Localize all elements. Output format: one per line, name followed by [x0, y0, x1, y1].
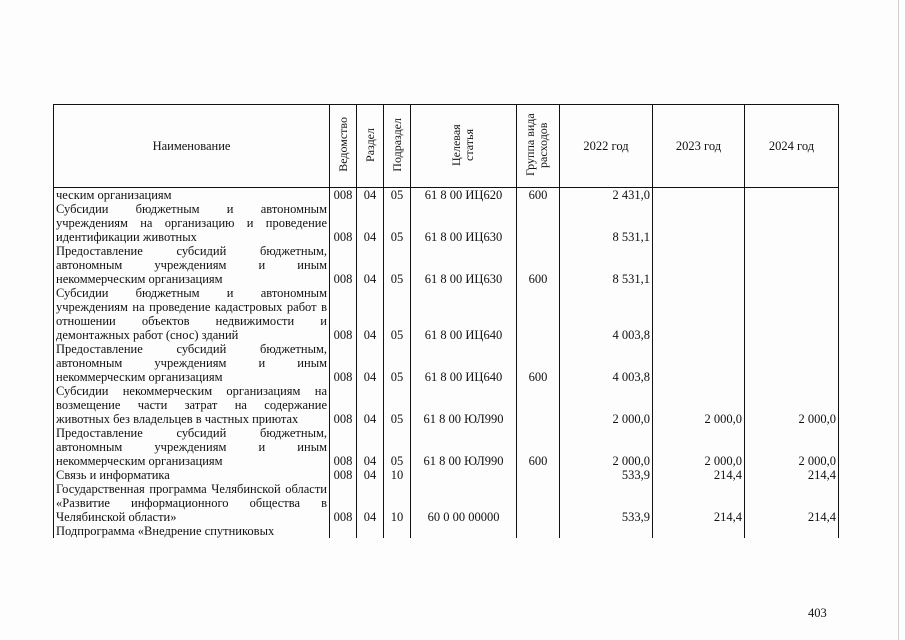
row-2022-value-cell: 8 531,1 — [560, 202, 653, 244]
row-2022-value-cell: 4 003,8 — [560, 342, 653, 384]
row-name-cell: Субсидии бюджетным и автономным учреждениям на организацию и проведение идентификации животных — [54, 202, 330, 244]
row-2023-value-cell: 214,4 — [653, 482, 745, 524]
row-name-cell: ческим организациям — [54, 188, 330, 203]
row-target-article-cell — [411, 468, 517, 482]
row-department-cell: 008 — [330, 202, 357, 244]
table-row — [54, 524, 839, 538]
row-department-cell: 008 — [330, 426, 357, 468]
row-target-article-cell — [411, 524, 517, 538]
table-row — [54, 342, 839, 384]
row-target-article-cell: 61 8 00 ИЦ630 — [411, 244, 517, 286]
row-expense-group-cell: 600 — [517, 342, 560, 384]
row-2023-value-cell — [653, 524, 745, 538]
row-expense-group-cell — [517, 384, 560, 426]
header-name: Наименование — [54, 105, 330, 188]
row-name-cell: Связь и информатика — [54, 468, 330, 482]
table-row — [54, 188, 839, 203]
row-2022-value-cell: 2 000,0 — [560, 426, 653, 468]
row-2022-value-cell: 4 003,8 — [560, 286, 653, 342]
row-2024-value-cell — [745, 202, 839, 244]
table-header-row — [54, 105, 839, 188]
header-year-2023: 2023 год — [653, 105, 745, 188]
row-section-cell: 04 — [357, 202, 384, 244]
header-expense-group: Группа вида расходов — [517, 105, 560, 188]
row-name-cell: Подпрограмма «Внедрение спутниковых — [54, 524, 330, 538]
row-target-article-cell: 61 8 00 ЮЛ990 — [411, 384, 517, 426]
row-2024-value-cell: 214,4 — [745, 482, 839, 524]
row-expense-group-cell: 600 — [517, 244, 560, 286]
row-2024-value-cell — [745, 524, 839, 538]
row-department-cell: 008 — [330, 384, 357, 426]
row-target-article-cell: 61 8 00 ЮЛ990 — [411, 426, 517, 468]
row-expense-group-cell: 600 — [517, 426, 560, 468]
row-2024-value-cell — [745, 286, 839, 342]
row-subsection-cell: 05 — [384, 202, 411, 244]
row-2022-value-cell: 2 431,0 — [560, 188, 653, 203]
row-2023-value-cell — [653, 342, 745, 384]
row-target-article-cell: 60 0 00 00000 — [411, 482, 517, 524]
row-subsection-cell: 10 — [384, 468, 411, 482]
header-section: Раздел — [357, 105, 384, 188]
row-section-cell: 04 — [357, 426, 384, 468]
row-department-cell: 008 — [330, 342, 357, 384]
row-section-cell: 04 — [357, 286, 384, 342]
table-row — [54, 468, 839, 482]
table-row — [54, 286, 839, 342]
row-name-cell: Субсидии бюджетным и автономным учреждениям на проведение кадастровых работ в отношении объектов недвижимости и демонтажных работ (снос) зданий — [54, 286, 330, 342]
row-subsection-cell: 05 — [384, 286, 411, 342]
row-name-cell: Предоставление субсидий бюджетным, автономным учреждениям и иным некоммерческим организациям — [54, 426, 330, 468]
header-target-article: Целевая статья — [411, 105, 517, 188]
row-2022-value-cell: 2 000,0 — [560, 384, 653, 426]
row-name-cell: Субсидии некоммерческим организациям на возмещение части затрат на содержание животных без владельцев в частных приютах — [54, 384, 330, 426]
table-row — [54, 384, 839, 426]
row-expense-group-cell — [517, 482, 560, 524]
table-row — [54, 482, 839, 524]
row-section-cell: 04 — [357, 482, 384, 524]
row-name-cell: Предоставление субсидий бюджетным, автономным учреждениям и иным некоммерческим организациям — [54, 244, 330, 286]
row-2024-value-cell — [745, 244, 839, 286]
row-2022-value-cell: 533,9 — [560, 482, 653, 524]
row-2024-value-cell — [745, 188, 839, 203]
row-2023-value-cell: 2 000,0 — [653, 384, 745, 426]
row-expense-group-cell — [517, 468, 560, 482]
table-row — [54, 202, 839, 244]
row-subsection-cell: 05 — [384, 244, 411, 286]
row-section-cell: 04 — [357, 188, 384, 203]
row-subsection-cell: 05 — [384, 384, 411, 426]
row-target-article-cell: 61 8 00 ИЦ640 — [411, 342, 517, 384]
header-subsection: Подраздел — [384, 105, 411, 188]
row-expense-group-cell — [517, 202, 560, 244]
row-2023-value-cell — [653, 244, 745, 286]
header-department: Ведомство — [330, 105, 357, 188]
row-expense-group-cell: 600 — [517, 188, 560, 203]
row-section-cell — [357, 524, 384, 538]
row-subsection-cell: 05 — [384, 342, 411, 384]
row-department-cell: 008 — [330, 188, 357, 203]
row-2024-value-cell: 2 000,0 — [745, 426, 839, 468]
row-2023-value-cell: 214,4 — [653, 468, 745, 482]
row-2023-value-cell — [653, 202, 745, 244]
row-section-cell: 04 — [357, 468, 384, 482]
row-name-cell: Государственная программа Челябинской области «Развитие информационного общества в Челябинской области» — [54, 482, 330, 524]
table-row — [54, 426, 839, 468]
row-2024-value-cell — [745, 342, 839, 384]
row-2023-value-cell — [653, 286, 745, 342]
row-2022-value-cell — [560, 524, 653, 538]
row-section-cell: 04 — [357, 244, 384, 286]
row-department-cell: 008 — [330, 244, 357, 286]
row-subsection-cell — [384, 524, 411, 538]
row-2024-value-cell: 2 000,0 — [745, 384, 839, 426]
page-number: 403 — [808, 606, 827, 620]
row-target-article-cell: 61 8 00 ИЦ640 — [411, 286, 517, 342]
row-expense-group-cell — [517, 524, 560, 538]
row-subsection-cell: 10 — [384, 482, 411, 524]
header-year-2024: 2024 год — [745, 105, 839, 188]
row-target-article-cell: 61 8 00 ИЦ620 — [411, 188, 517, 203]
row-department-cell: 008 — [330, 482, 357, 524]
row-subsection-cell: 05 — [384, 426, 411, 468]
row-department-cell: 008 — [330, 468, 357, 482]
header-year-2022: 2022 год — [560, 105, 653, 188]
row-2024-value-cell: 214,4 — [745, 468, 839, 482]
row-2022-value-cell: 8 531,1 — [560, 244, 653, 286]
row-subsection-cell: 05 — [384, 188, 411, 203]
page-edge-line — [898, 0, 899, 640]
row-2022-value-cell: 533,9 — [560, 468, 653, 482]
row-2023-value-cell: 2 000,0 — [653, 426, 745, 468]
row-department-cell — [330, 524, 357, 538]
budget-table — [53, 104, 839, 538]
row-2023-value-cell — [653, 188, 745, 203]
row-name-cell: Предоставление субсидий бюджетным, автономным учреждениям и иным некоммерческим организациям — [54, 342, 330, 384]
table-row — [54, 244, 839, 286]
row-target-article-cell: 61 8 00 ИЦ630 — [411, 202, 517, 244]
row-expense-group-cell — [517, 286, 560, 342]
row-section-cell: 04 — [357, 384, 384, 426]
row-department-cell: 008 — [330, 286, 357, 342]
row-section-cell: 04 — [357, 342, 384, 384]
